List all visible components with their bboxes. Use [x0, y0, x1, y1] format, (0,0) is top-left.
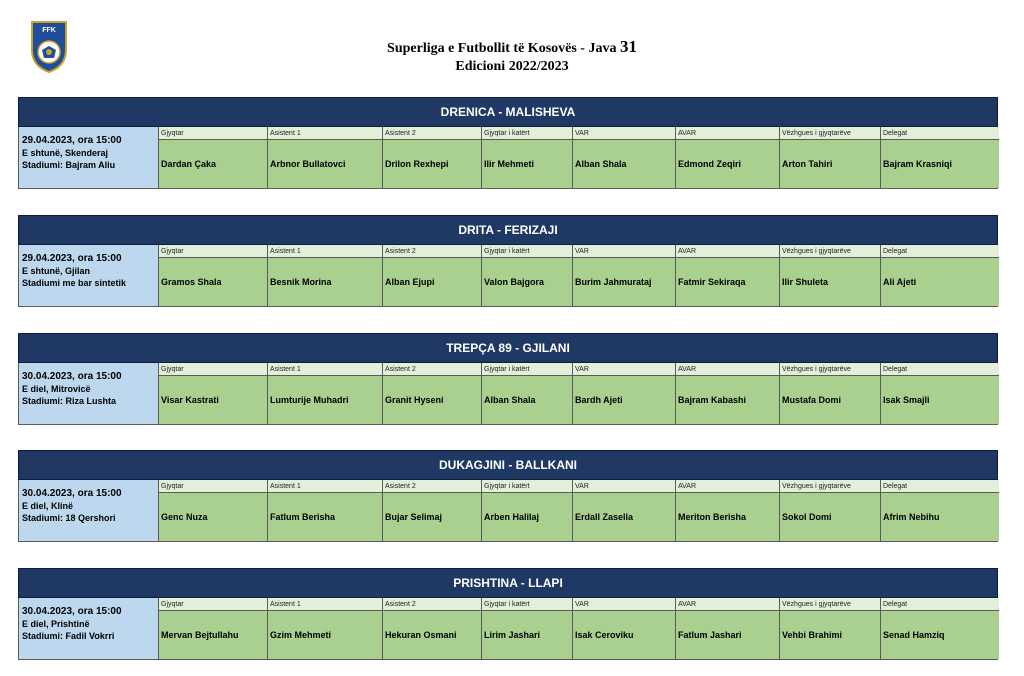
match-day-city: E shtunë, Skenderaj — [22, 148, 109, 158]
match-date: 29.04.2023, ora 15:00 — [22, 135, 122, 146]
match-day-city: E diel, Klinë — [22, 501, 74, 511]
role-label: VAR — [573, 363, 675, 376]
role-label: VAR — [573, 480, 675, 493]
title-line1: Superliga e Futbollit të Kosovës - Java — [387, 41, 617, 56]
match-teams: DRITA - FERIZAJI — [18, 215, 998, 245]
logo-text: FFK — [42, 27, 56, 34]
match-stadium: Stadiumi me bar sintetik — [22, 278, 127, 288]
official-name: Fatmir Sekiraqa — [676, 258, 779, 306]
role-label: Gjyqtar i katërt — [482, 245, 572, 258]
official-name: Valon Bajgora — [482, 258, 572, 306]
role-label: Asistent 1 — [268, 127, 382, 140]
official-name: Granit Hyseni — [383, 376, 481, 424]
official-name: Vehbi Brahimi — [780, 611, 880, 659]
official-name: Fatlum Berisha — [268, 493, 382, 541]
role-label: VAR — [573, 245, 675, 258]
official-name: Arton Tahiri — [780, 140, 880, 188]
page-title — [0, 38, 1024, 76]
role-label: Asistent 2 — [383, 598, 481, 611]
role-label: Asistent 1 — [268, 245, 382, 258]
official-name: Ilir Mehmeti — [482, 140, 572, 188]
official-name: Alban Shala — [573, 140, 675, 188]
role-label: AVAR — [676, 598, 779, 611]
official-name: Fatlum Jashari — [676, 611, 779, 659]
official-name: Hekuran Osmani — [383, 611, 481, 659]
role-label: AVAR — [676, 245, 779, 258]
role-label: Vëzhgues i gjyqtarëve — [780, 363, 880, 376]
match-block — [18, 450, 998, 542]
official-name: Mervan Bejtullahu — [159, 611, 267, 659]
official-name: Genc Nuza — [159, 493, 267, 541]
match-block — [18, 568, 998, 660]
official-name: Ilir Shuleta — [780, 258, 880, 306]
match-day-city: E diel, Mitrovicë — [22, 384, 91, 394]
official-name: Meriton Berisha — [676, 493, 779, 541]
official-name: Bajram Kabashi — [676, 376, 779, 424]
match-block — [18, 97, 998, 189]
role-label: Gjyqtar — [159, 245, 267, 258]
role-label: Vëzhgues i gjyqtarëve — [780, 480, 880, 493]
role-label: VAR — [573, 127, 675, 140]
official-name: Gzim Mehmeti — [268, 611, 382, 659]
role-label: Asistent 1 — [268, 598, 382, 611]
official-name: Burim Jahmurataj — [573, 258, 675, 306]
official-name: Bardh Ajeti — [573, 376, 675, 424]
match-stadium: Stadiumi: Fadil Vokrri — [22, 631, 115, 641]
official-name: Afrim Nebihu — [881, 493, 999, 541]
match-day-city: E shtunë, Gjilan — [22, 266, 91, 276]
official-name: Arbnor Bullatovci — [268, 140, 382, 188]
official-name: Drilon Rexhepi — [383, 140, 481, 188]
match-stadium: Stadiumi: Bajram Aliu — [22, 160, 116, 170]
role-label: Asistent 1 — [268, 363, 382, 376]
official-name: Visar Kastrati — [159, 376, 267, 424]
role-label: Asistent 1 — [268, 480, 382, 493]
match-teams: TREPÇA 89 - GJILANI — [18, 333, 998, 363]
role-label: Delegat — [881, 598, 999, 611]
match-info — [19, 598, 159, 659]
role-label: Vëzhgues i gjyqtarëve — [780, 598, 880, 611]
role-label: AVAR — [676, 127, 779, 140]
role-label: Gjyqtar i katërt — [482, 127, 572, 140]
role-label: Gjyqtar i katërt — [482, 480, 572, 493]
match-teams: DUKAGJINI - BALLKANI — [18, 450, 998, 480]
role-label: Gjyqtar i katërt — [482, 363, 572, 376]
official-name: Isak Ceroviku — [573, 611, 675, 659]
official-name: Gramos Shala — [159, 258, 267, 306]
official-name: Alban Ejupi — [383, 258, 481, 306]
season-label: Edicioni 2022/2023 — [455, 59, 569, 74]
match-info — [19, 480, 159, 541]
match-block — [18, 333, 998, 425]
role-label: Gjyqtar i katërt — [482, 598, 572, 611]
match-teams: DRENICA - MALISHEVA — [18, 97, 998, 127]
match-block — [18, 215, 998, 307]
official-name: Mustafa Domi — [780, 376, 880, 424]
official-name: Dardan Çaka — [159, 140, 267, 188]
role-label: Delegat — [881, 480, 999, 493]
role-label: Gjyqtar — [159, 598, 267, 611]
official-name: Alban Shala — [482, 376, 572, 424]
official-name: Bujar Selimaj — [383, 493, 481, 541]
official-name: Besnik Morina — [268, 258, 382, 306]
official-name: Erdall Zasella — [573, 493, 675, 541]
match-stadium: Stadiumi: Riza Lushta — [22, 396, 117, 406]
role-label: Delegat — [881, 363, 999, 376]
match-info — [19, 245, 159, 306]
role-label: AVAR — [676, 480, 779, 493]
match-day-city: E diel, Prishtinë — [22, 619, 90, 629]
role-label: Asistent 2 — [383, 363, 481, 376]
role-label: Asistent 2 — [383, 480, 481, 493]
role-label: Vëzhgues i gjyqtarëve — [780, 245, 880, 258]
official-name: Ali Ajeti — [881, 258, 999, 306]
role-label: Asistent 2 — [383, 127, 481, 140]
official-name: Edmond Zeqiri — [676, 140, 779, 188]
role-label: Delegat — [881, 245, 999, 258]
match-date: 30.04.2023, ora 15:00 — [22, 371, 122, 382]
week-number: 31 — [619, 37, 637, 56]
match-info — [19, 363, 159, 424]
match-stadium: Stadiumi: 18 Qershori — [22, 513, 116, 523]
official-name: Lirim Jashari — [482, 611, 572, 659]
role-label: Asistent 2 — [383, 245, 481, 258]
match-date: 29.04.2023, ora 15:00 — [22, 253, 122, 264]
match-date: 30.04.2023, ora 15:00 — [22, 488, 122, 499]
role-label: Delegat — [881, 127, 999, 140]
official-name: Arben Halilaj — [482, 493, 572, 541]
match-date: 30.04.2023, ora 15:00 — [22, 606, 122, 617]
official-name: Bajram Krasniqi — [881, 140, 999, 188]
match-teams: PRISHTINA - LLAPI — [18, 568, 998, 598]
role-label: Gjyqtar — [159, 363, 267, 376]
match-info — [19, 127, 159, 188]
role-label: Gjyqtar — [159, 480, 267, 493]
role-label: AVAR — [676, 363, 779, 376]
official-name: Isak Smajli — [881, 376, 999, 424]
official-name: Sokol Domi — [780, 493, 880, 541]
official-name: Lumturije Muhadri — [268, 376, 382, 424]
role-label: Vëzhgues i gjyqtarëve — [780, 127, 880, 140]
role-label: Gjyqtar — [159, 127, 267, 140]
official-name: Senad Hamziq — [881, 611, 999, 659]
role-label: VAR — [573, 598, 675, 611]
